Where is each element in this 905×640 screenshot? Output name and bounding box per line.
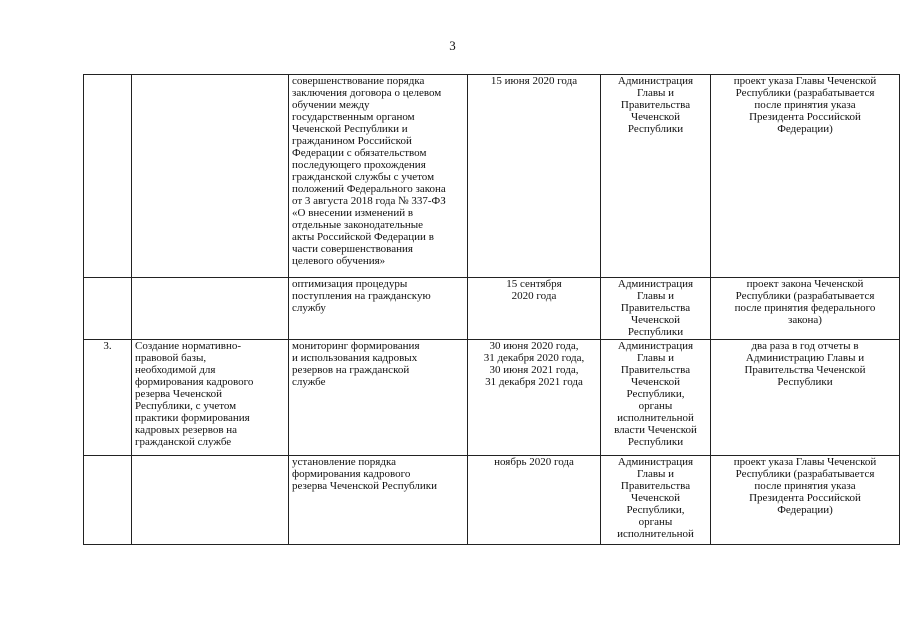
cell-text-line: Правительства bbox=[620, 480, 691, 492]
cell-text-line: после принятия федерального bbox=[734, 302, 876, 314]
responsible-cell bbox=[601, 278, 711, 340]
cell-text-line: Президента Российской bbox=[749, 492, 861, 504]
cell-text-line: Федерации с обязательством bbox=[292, 147, 427, 159]
task-name-cell bbox=[132, 278, 289, 340]
cell-text-line: формирования кадрового bbox=[135, 376, 254, 388]
cell-text-line: 2020 года bbox=[511, 290, 557, 302]
cell-text-line: гражданином Российской bbox=[292, 135, 412, 147]
cell-text-line: государственным органом bbox=[292, 111, 415, 123]
deadline-cell bbox=[468, 75, 601, 278]
page-number: 3 bbox=[449, 38, 456, 53]
cell-text-line: после принятия указа bbox=[754, 99, 856, 111]
deadline-cell bbox=[468, 456, 601, 545]
cell-text-line: отдельные законодательные bbox=[292, 219, 424, 231]
cell-text-line: гражданской службе bbox=[135, 436, 232, 448]
cell-text-line: Создание нормативно- bbox=[135, 340, 242, 352]
cell-text-line: Администрация bbox=[617, 278, 694, 290]
responsible-cell bbox=[601, 340, 711, 456]
cell-text-line: 31 декабря 2021 года bbox=[485, 376, 583, 388]
cell-text-line: Республики, bbox=[626, 388, 685, 400]
cell-text-line: 15 сентября bbox=[506, 278, 562, 290]
cell-text-line: органы bbox=[638, 516, 673, 528]
cell-text-line: Республики (разрабатывается bbox=[735, 468, 875, 480]
measure-cell bbox=[289, 340, 468, 456]
cell-text-line: резерва Чеченской bbox=[135, 388, 223, 400]
cell-text-line: Президента Российской bbox=[749, 111, 861, 123]
cell-text-line: Республики (разрабатывается bbox=[735, 290, 875, 302]
cell-text-line: Республики, bbox=[626, 504, 685, 516]
cell-text-line: 31 декабря 2020 года, bbox=[483, 352, 585, 364]
cell-text-line: проект указа Главы Чеченской bbox=[733, 456, 877, 468]
cell-text-line: обучении между bbox=[292, 99, 370, 111]
cell-text-line: совершенствование порядка bbox=[292, 75, 425, 87]
cell-text-line: Федерации) bbox=[777, 123, 833, 135]
cell-text-line: Республики bbox=[627, 123, 684, 135]
measures-table bbox=[83, 74, 900, 545]
cell-text-line: заключения договора о целевом bbox=[292, 87, 442, 99]
row-number-cell: 3. bbox=[84, 340, 132, 456]
row-number-cell bbox=[84, 75, 132, 278]
cell-text-line: целевого обучения» bbox=[292, 255, 386, 267]
cell-text-line: поступления на гражданскую bbox=[292, 290, 431, 302]
cell-text-line: ноябрь 2020 года bbox=[494, 456, 574, 468]
measure-cell bbox=[289, 75, 468, 278]
responsible-cell bbox=[601, 456, 711, 545]
cell-text-line: Администрация bbox=[617, 456, 694, 468]
task-name-cell bbox=[132, 75, 289, 278]
cell-text-line: Правительства bbox=[620, 302, 691, 314]
cell-text-line: службе bbox=[292, 376, 326, 388]
cell-text-line: Чеченской bbox=[630, 492, 681, 504]
cell-text-line: исполнительной bbox=[617, 412, 694, 424]
cell-text-line: Чеченской bbox=[630, 376, 681, 388]
cell-text-line: правовой базы, bbox=[135, 352, 207, 364]
cell-text-line: 30 июня 2020 года, bbox=[489, 340, 579, 352]
cell-text-line: 30 июня 2021 года, bbox=[489, 364, 579, 376]
cell-text-line: Главы и bbox=[636, 290, 675, 302]
cell-text-line: акты Российской Федерации в bbox=[292, 231, 434, 243]
cell-text-line: формирования кадрового bbox=[292, 468, 411, 480]
cell-text-line: органы bbox=[638, 400, 673, 412]
cell-text-line: два раза в год отчеты в bbox=[751, 340, 859, 352]
measure-cell bbox=[289, 278, 468, 340]
cell-text-line: части совершенствования bbox=[292, 243, 413, 255]
cell-text-line: Чеченской bbox=[630, 111, 681, 123]
cell-text-line: «О внесении изменений в bbox=[292, 207, 414, 219]
cell-text-line: мониторинг формирования bbox=[292, 340, 420, 352]
cell-text-line: Правительства bbox=[620, 364, 691, 376]
deadline-cell bbox=[468, 340, 601, 456]
cell-text-line: закона) bbox=[788, 314, 822, 326]
cell-text-line: Правительства bbox=[620, 99, 691, 111]
cell-text-line: Республики (разрабатывается bbox=[735, 87, 875, 99]
cell-text-line: резерва Чеченской Республики bbox=[292, 480, 437, 492]
responsible-cell bbox=[601, 75, 711, 278]
row-number-cell bbox=[84, 278, 132, 340]
cell-text-line: проект закона Чеченской bbox=[746, 278, 864, 290]
cell-text-line: от 3 августа 2018 года № 337-ФЗ bbox=[292, 195, 446, 207]
cell-text-line: Главы и bbox=[636, 352, 675, 364]
table-row bbox=[84, 75, 900, 278]
cell-text-line: установление порядка bbox=[292, 456, 397, 468]
cell-text-line: власти Чеченской bbox=[614, 424, 697, 436]
cell-text-line: Республики bbox=[777, 376, 833, 388]
cell-text-line: положений Федерального закона bbox=[292, 183, 446, 195]
cell-text-line: 15 июня 2020 года bbox=[490, 75, 578, 87]
result-cell bbox=[711, 340, 900, 456]
table-row bbox=[84, 278, 900, 340]
cell-text-line: проект указа Главы Чеченской bbox=[733, 75, 877, 87]
cell-text-line: Администрацию Главы и bbox=[745, 352, 865, 364]
cell-text-line: и использования кадровых bbox=[292, 352, 418, 364]
row-number-cell bbox=[84, 456, 132, 545]
cell-text-line: после принятия указа bbox=[754, 480, 856, 492]
cell-text-line: последующего прохождения bbox=[292, 159, 426, 171]
measure-cell bbox=[289, 456, 468, 545]
cell-text-line: оптимизация процедуры bbox=[292, 278, 408, 290]
cell-text-line: гражданской службы с учетом bbox=[292, 171, 435, 183]
result-cell bbox=[711, 278, 900, 340]
result-cell bbox=[711, 456, 900, 545]
cell-text-line: Главы и bbox=[636, 468, 675, 480]
cell-text-line: Республики, с учетом bbox=[135, 400, 237, 412]
cell-text-line: Администрация bbox=[617, 340, 694, 352]
cell-text-line: Федерации) bbox=[777, 504, 833, 516]
cell-text-line: резервов на гражданской bbox=[292, 364, 410, 376]
cell-text-line: Чеченской Республики и bbox=[292, 123, 408, 135]
result-cell bbox=[711, 75, 900, 278]
cell-text-line: исполнительной bbox=[617, 528, 694, 540]
cell-text-line: кадровых резервов на bbox=[135, 424, 238, 436]
cell-text-line: Главы и bbox=[636, 87, 675, 99]
cell-text-line: Чеченской bbox=[630, 314, 681, 326]
deadline-cell bbox=[468, 278, 601, 340]
table-row bbox=[84, 456, 900, 545]
cell-text-line: Республики bbox=[627, 326, 684, 338]
task-name-cell bbox=[132, 456, 289, 545]
cell-text-line: Республики bbox=[627, 436, 684, 448]
cell-text-line: службу bbox=[292, 302, 326, 314]
cell-text-line: Правительства Чеченской bbox=[744, 364, 866, 376]
cell-text-line: необходимой для bbox=[135, 364, 216, 376]
cell-text-line: Администрация bbox=[617, 75, 694, 87]
task-name-cell bbox=[132, 340, 289, 456]
cell-text-line: практики формирования bbox=[135, 412, 250, 424]
table-row bbox=[84, 340, 900, 456]
